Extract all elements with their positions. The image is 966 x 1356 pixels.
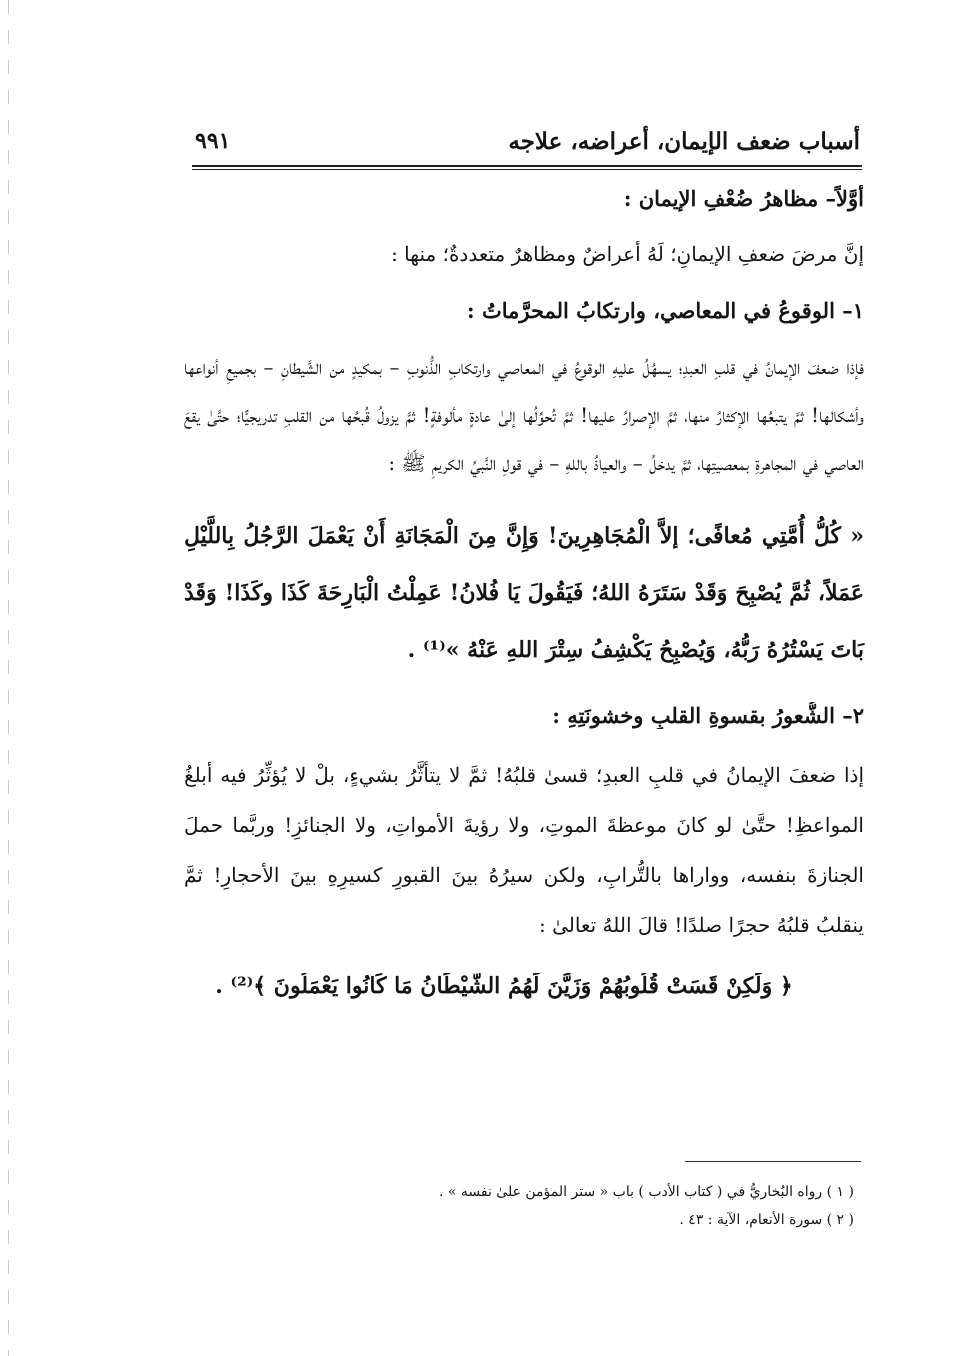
footnote-1: ( ١ ) رواه البُخاريُّ في ( كتاب الأدب ) باب « ستر المؤمن علىٰ نفسه » . [438,1184,854,1200]
item1-paragraph: فإذا ضعفَ الإيمانُ في قلبِ العبدِ؛ يسهُلُ عليهِ الوقوعُ في المعاصي وارتكابِ الذُّنوبِ – بمكيدٍ من الشَّيطانِ – بجميعِ أنواعها وأشكالها! ثمَّ يتبعُها الإكثارُ منها، ثمَّ الإصرارُ عليها! ثمَّ تُحوِّلُها إلىٰ عادةٍ مألوفةٍ! ثمَّ يزولُ قُبحُها من القلبِ تدريجيًّا؛ حتَّىٰ يقعَ العاصي في المجاهرةِ بمعصيتِها، ثمَّ يدخلُ – والعياذُ باللهِ – في قولِ النَّبيِّ الكريمِ ﷺ : [184,355,864,475]
item1-heading: ١– الوقوعُ في المعاصي، وارتكابُ المحرَّماتُ : [466,298,864,323]
footnotes [334,1178,854,1234]
running-title: أسباب ضعف الإيمان، أعراضه، علاجه [508,128,860,155]
body-text [184,185,864,1029]
footnote-2: ( ٢ ) سورة الأنعام، الآية : ٤٣ . [679,1212,854,1228]
section-heading: أَوَّلاً– مظاهرُ ضُعْفِ الإيمان : [623,186,864,211]
scan-edge-marks [8,0,9,1356]
hadith-quote: « كُلُّ أُمَّتِي مُعافًى؛ إلاَّ الْمُجَاهِرِينَ! وَإِنَّ مِنَ الْمَجَانَةِ أَنْ يَعْمَلَ الرَّجُلُ بِاللَّيْلِ عَمَلاً، ثُمَّ يُصْبِحَ وَقَدْ سَتَرَهُ اللهُ؛ فَيَقُولَ يَا فُلانُ! عَمِلْتُ الْبَارِحَةَ كَذَا وكَذَا! وَقَدْ بَاتَ يَسْتُرُهُ رَبُّهُ، وَيُصْبِحُ يَكْشِفُ سِتْرَ اللهِ عَنْهُ »⁽¹⁾ . [184,523,864,663]
page-header [195,128,860,168]
page-number: ٩٩١ [195,128,231,154]
item2-paragraph: إذا ضعفَ الإيمانُ في قلبِ العبدِ؛ قسىٰ قلبُهُ! ثمَّ لا يتأثَّرُ بشيءٍ، بلْ لا يُؤثِّرُ فيه أبلغُ المواعظِ! حتَّىٰ لو كانَ موعظةَ الموتِ، ولا رؤيةَ الأمواتِ، ولا الجنائزِ! وربَّما حملَ الجنازةَ بنفسه، وواراها بالتُّرابِ، ولكن سيرُهُ بينَ القبورِ كسيرِهِ بينَ الأحجارِ! ثمَّ ينقلبُ قلبُهُ حجرًا صلدًا! قالَ اللهُ تعالىٰ : [184,763,864,937]
item2-heading: ٢– الشُّعورُ بقسوةِ القلبِ وخشونَتِهِ : [552,703,864,728]
intro-paragraph: إنَّ مرضَ ضعفِ الإيمانِ؛ لَهُ أعراضٌ ومظاهرٌ متعددةٌ؛ منها : [391,242,864,266]
footnote-separator [685,1161,861,1162]
header-rule [192,165,862,170]
quran-verse: ﴿ وَلَكِنْ قَسَتْ قُلُوبُهُمْ وَزَيَّنَ لَهُمُ الشَّيْطَانُ مَا كَانُوا يَعْمَلُونَ ﴾⁽²⁾ . [215,973,793,999]
